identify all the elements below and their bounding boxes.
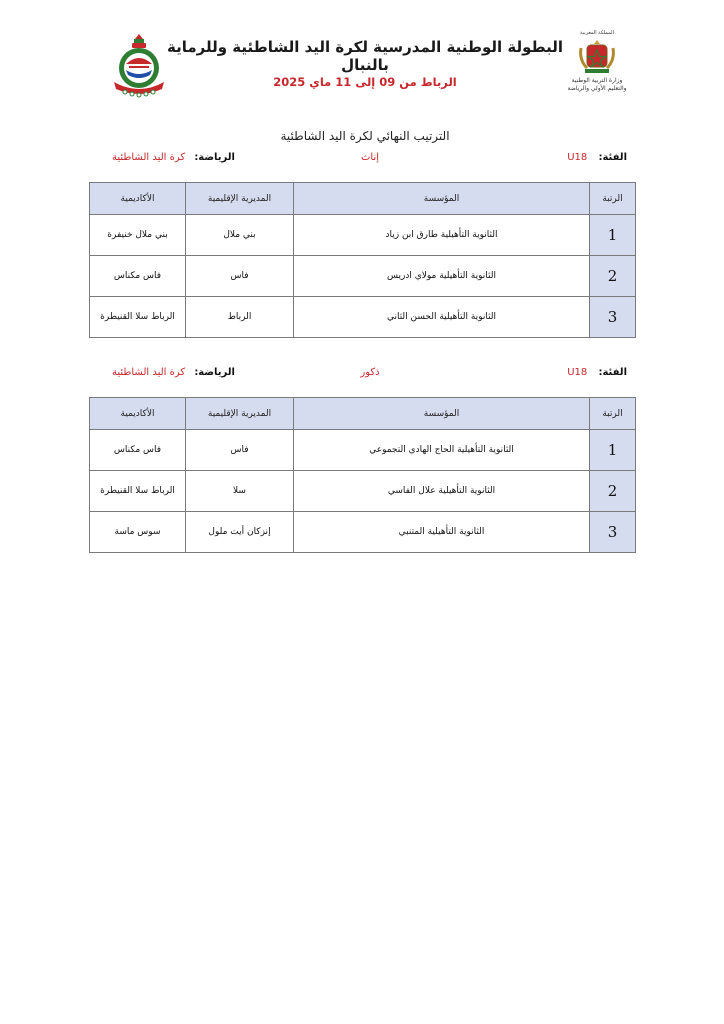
institution-cell: الثانوية التأهيلية علال الفاسي [294, 471, 590, 512]
sport-value: كرة اليد الشاطئية [112, 367, 186, 378]
table-row [90, 471, 636, 512]
directorate-cell: فاس [186, 430, 294, 471]
gender-label: ذكور [360, 367, 380, 378]
sport-value: كرة اليد الشاطئية [112, 152, 186, 163]
sport-field [112, 367, 235, 378]
rank-cell: 2 [590, 256, 636, 297]
rank-cell: 1 [590, 430, 636, 471]
logo-line-3: والتعليم الأولي والرياضة [567, 85, 627, 92]
logo-line-1: المملكة المغربية [580, 30, 614, 36]
rank-cell: 2 [590, 471, 636, 512]
ranking-table-boys [89, 397, 636, 553]
academy-cell: فاس مكناس [90, 430, 186, 471]
column-header-rank: الرتبة [590, 398, 636, 430]
column-header-rank: الرتبة [590, 183, 636, 215]
table-row [90, 215, 636, 256]
table-header-row [90, 183, 636, 215]
document-title: الترتيب النهائي لكرة اليد الشاطئية [280, 129, 450, 143]
column-header-academy: الأكاديمية [90, 183, 186, 215]
directorate-cell: سلا [186, 471, 294, 512]
rank-cell: 1 [590, 215, 636, 256]
academy-cell: سوس ماسة [90, 512, 186, 553]
institution-cell: الثانوية التأهيلية المتنبي [294, 512, 590, 553]
directorate-cell: فاس [186, 256, 294, 297]
institution-cell: الثانوية التأهيلية الحاج الهادي التجموعي [294, 430, 590, 471]
category-label: الفئة: [598, 152, 627, 163]
institution-cell: الثانوية التأهيلية مولاي ادريس [294, 256, 590, 297]
sport-label: الرياضة: [194, 152, 235, 163]
academy-cell: الرباط سلا القنيطرة [90, 297, 186, 338]
table-row [90, 512, 636, 553]
table-row [90, 256, 636, 297]
table-row [90, 297, 636, 338]
institution-cell: الثانوية التأهيلية الحسن الثاني [294, 297, 590, 338]
academy-cell: الرباط سلا القنيطرة [90, 471, 186, 512]
column-header-directorate: المديرية الإقليمية [186, 183, 294, 215]
category-value: U18 [567, 367, 588, 378]
column-header-directorate: المديرية الإقليمية [186, 398, 294, 430]
column-header-institution: المؤسسة [294, 398, 590, 430]
category-field [567, 152, 627, 163]
category-field [567, 367, 627, 378]
page-title: البطولة الوطنية المدرسية لكرة اليد الشاطئية وللرماية بالنبال [166, 38, 564, 74]
academy-cell: بني ملال خنيفرة [90, 215, 186, 256]
event-dates: الرباط من 09 إلى 11 ماي 2025 [273, 75, 457, 89]
rank-cell: 3 [590, 297, 636, 338]
directorate-cell: بني ملال [186, 215, 294, 256]
sport-field [112, 152, 235, 163]
directorate-cell: إنزكان أيت ملول [186, 512, 294, 553]
gender-label: إناث [360, 152, 380, 163]
table-row [90, 430, 636, 471]
column-header-academy: الأكاديمية [90, 398, 186, 430]
academy-cell: فاس مكناس [90, 256, 186, 297]
category-label: الفئة: [598, 367, 627, 378]
column-header-institution: المؤسسة [294, 183, 590, 215]
logo-line-2: وزارة التربية الوطنية [571, 77, 623, 84]
directorate-cell: الرباط [186, 297, 294, 338]
table-header-row [90, 398, 636, 430]
sport-label: الرياضة: [194, 367, 235, 378]
category-value: U18 [567, 152, 588, 163]
rank-cell: 3 [590, 512, 636, 553]
institution-cell: الثانوية التأهيلية طارق ابن زياد [294, 215, 590, 256]
ranking-table-girls [89, 182, 636, 338]
